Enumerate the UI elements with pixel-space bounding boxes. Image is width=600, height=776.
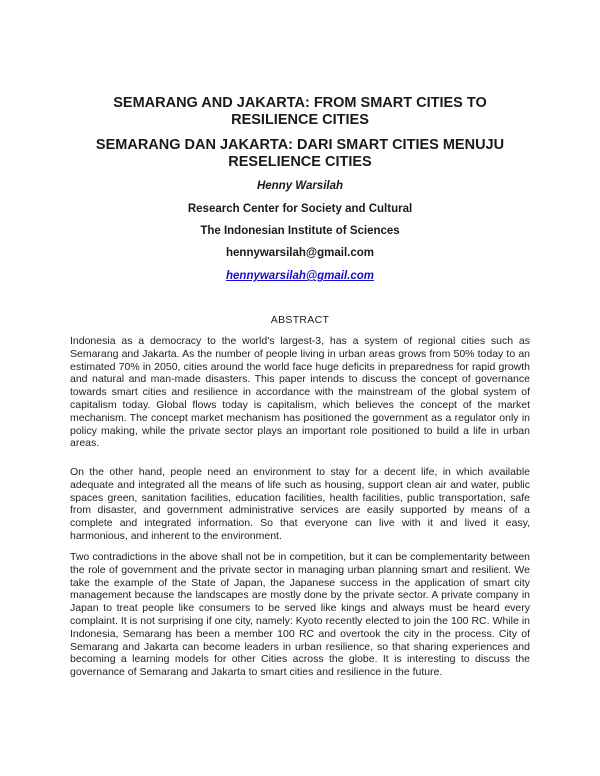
affiliation-center: Research Center for Society and Cultural — [187, 203, 413, 215]
author-name: Henny Warsilah — [256, 180, 344, 192]
author-email-link[interactable]: hennywarsilah@gmail.com — [226, 270, 374, 282]
title-english: SEMARANG AND JAKARTA: FROM SMART CITIES TO RESILIENCE CITIES — [113, 95, 487, 128]
affiliation-institute: The Indonesian Institute of Sciences — [200, 225, 400, 237]
abstract-paragraph: Two contradictions in the above shall not be in competition, but it can be complementarity between the role of government and the private sector in managing urban planning smart and resilient. We take the example of the State of Japan, the Japanese success in the application of smart city management because the landscapes are mostly done by the private sector. A private company in Japan to treat people like consumers to be served like kings and always must be heard every complaint. It is not surprising if one city, namely: Kyoto recently elected to join the 100 RC. While in Indonesia, Semarang has been a member 100 RC and overtook the city in the process. City of Semarang and Jakarta can become leaders in urban resilience, so that sharing experiences and becoming a learning models for other Cities across the globe. It is interesting to discuss the governance of Semarang and Jakarta to smart cities and resilience in the future. — [70, 551, 530, 679]
abstract-paragraph: On the other hand, people need an environment to stay for a decent life, in which available adequate and integrated all the means of life such as housing, support clean air and water, public spaces green, sanitation facilities, education facilities, health facilities, public transportation, safe from disaster, and government administrative services are easily supported by means of a complete and integrated information. So that everyone can live with it and lived it easy, harmonious, and inherent to the environment. — [70, 466, 530, 542]
abstract-heading: ABSTRACT — [270, 314, 330, 326]
abstract-paragraph: Indonesia as a democracy to the world's largest-3, has a system of regional cities such as Semarang and Jakarta. As the number of people living in urban areas grows from 50% today to an estimated 70% in 2050, cities around the world face huge deficits in preparedness for rapid growth and natural and man-made disasters. This paper intends to discuss the concept of governance towards smart cities and resilience in accordance with the mainstream of the global system of capitalism today. Global flows today is capitalism, which believes the concept of the market mechanism. The concept market mechanism has positioned the government as a regulator only in policy making, while the private sector plays an important role positioned to build a life in urban areas. — [70, 335, 530, 450]
author-email: hennywarsilah@gmail.com — [226, 247, 374, 259]
title-indonesian: SEMARANG DAN JAKARTA: DARI SMART CITIES MENUJU RESELIENCE CITIES — [95, 137, 505, 170]
